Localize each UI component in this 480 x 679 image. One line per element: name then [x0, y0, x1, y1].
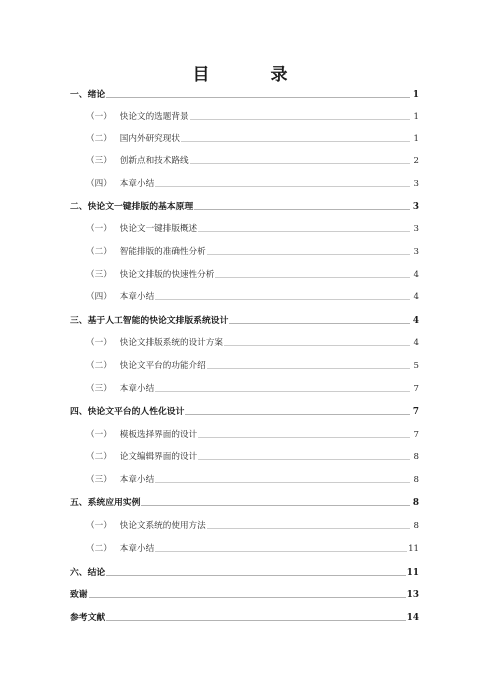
toc-entry-number: 六、: [70, 568, 88, 578]
toc-entry-number: 一、: [70, 90, 88, 100]
toc-entry-page: 8: [413, 475, 419, 485]
toc-entry-number: （二）: [86, 544, 112, 554]
toc-entry-number: （四）: [86, 179, 112, 189]
dot-leader: [89, 597, 406, 598]
toc-entry-number: （三）: [86, 384, 112, 394]
toc-entry-number: 四、: [70, 407, 88, 417]
toc-entry[interactable]: [70, 403, 419, 417]
dot-leader: [106, 97, 410, 98]
toc-entry-label: 快论文平台的功能介绍: [119, 361, 206, 371]
toc-entry[interactable]: [70, 334, 419, 348]
toc-entry-number: 五、: [70, 498, 88, 508]
toc-entry-page: 7: [413, 430, 419, 440]
toc-entry-label: 快论文系统的使用方法: [119, 521, 206, 531]
toc-entry-label: 绪论: [87, 90, 106, 100]
toc-entry-label: 快论文一键排版概述: [119, 224, 198, 234]
toc-entry-label: 创新点和技术路线: [119, 156, 189, 166]
toc-entry-page: 2: [413, 156, 419, 166]
toc-entry-label: 模板选择界面的设计: [119, 430, 198, 440]
dot-leader: [194, 209, 410, 210]
toc-entry-number: （一）: [86, 112, 112, 122]
toc-entry-label: 快论文一键排版的基本原理: [87, 202, 194, 212]
dot-leader: [215, 277, 410, 278]
dot-leader: [155, 551, 407, 552]
toc-entry[interactable]: [70, 108, 419, 122]
toc-entry-page: 11: [408, 544, 419, 554]
toc-entry-label: 结论: [87, 568, 106, 578]
toc-entry-label: 快论文平台的人性化设计: [87, 407, 185, 417]
toc-entry-label: 致谢: [70, 590, 88, 600]
toc-entry-number: （四）: [86, 292, 112, 302]
toc-entry-label: 本章小结: [119, 292, 155, 302]
dot-leader: [185, 414, 410, 415]
toc-entry-page: 11: [406, 568, 419, 578]
dot-leader: [198, 231, 410, 232]
toc-entry-label: 快论文排版的快速性分析: [119, 270, 215, 280]
toc-entry[interactable]: [70, 540, 419, 554]
dot-leader: [106, 620, 406, 621]
toc-entry-page: 1: [413, 134, 419, 144]
toc-entry-number: （二）: [86, 134, 112, 144]
dot-leader: [198, 459, 410, 460]
toc-entry[interactable]: [70, 266, 419, 280]
toc-entry[interactable]: [70, 220, 419, 234]
toc-entry[interactable]: [70, 288, 419, 302]
toc-entry[interactable]: [70, 448, 419, 462]
toc-entry-number: （二）: [86, 247, 112, 257]
toc-entry[interactable]: [70, 609, 419, 623]
dot-leader: [155, 482, 410, 483]
toc-entry-number: （一）: [86, 338, 112, 348]
toc-entry[interactable]: [70, 243, 419, 257]
dot-leader: [190, 119, 410, 120]
dot-leader: [207, 254, 410, 255]
toc-entry-number: （一）: [86, 521, 112, 531]
toc-entry[interactable]: [70, 130, 419, 144]
dot-leader: [155, 391, 410, 392]
dot-leader: [198, 437, 410, 438]
toc-entry-label: 系统应用实例: [87, 498, 141, 508]
toc-entry-page: 1: [413, 112, 419, 122]
toc-entry[interactable]: [70, 471, 419, 485]
toc-entry[interactable]: [70, 357, 419, 371]
toc-entry-label: 本章小结: [119, 475, 155, 485]
toc-entry-label: 快论文的选题背景: [119, 112, 189, 122]
toc-entry[interactable]: [70, 198, 419, 212]
toc-entry-page: 4: [412, 316, 419, 326]
toc-entry[interactable]: [70, 86, 419, 100]
toc-entry[interactable]: [70, 586, 419, 600]
toc-entry-number: （一）: [86, 430, 112, 440]
toc-entry-label: 智能排版的准确性分析: [119, 247, 206, 257]
toc-entry-page: 1: [412, 90, 419, 100]
toc-entry-page: 7: [413, 384, 419, 394]
toc-entry-label: 国内外研究现状: [119, 134, 180, 144]
toc-entry-page: 4: [413, 338, 419, 348]
toc-entry-label: 论文编辑界面的设计: [119, 452, 198, 462]
toc-entry-page: 4: [413, 292, 419, 302]
toc-entry-page: 5: [413, 361, 419, 371]
toc-entry[interactable]: [70, 494, 419, 508]
toc-entry-page: 8: [413, 521, 419, 531]
toc-entry-number: （一）: [86, 224, 112, 234]
toc-entry-page: 7: [412, 407, 419, 417]
dot-leader: [181, 141, 410, 142]
toc-entry-number: （二）: [86, 452, 112, 462]
dot-leader: [106, 575, 406, 576]
toc-entry-page: 14: [406, 613, 419, 623]
toc-entry[interactable]: [70, 380, 419, 394]
toc-entry-page: 8: [413, 452, 419, 462]
dot-leader: [155, 299, 410, 300]
toc-entry-page: 4: [413, 270, 419, 280]
dot-leader: [190, 163, 410, 164]
toc-entry-label: 本章小结: [119, 384, 155, 394]
toc-entry-label: 快论文排版系统的设计方案: [119, 338, 223, 348]
dot-leader: [224, 345, 410, 346]
toc-entry-number: 二、: [70, 202, 88, 212]
toc-entry-page: 8: [412, 498, 419, 508]
toc-title: 目 录: [192, 65, 310, 85]
toc-entry[interactable]: [70, 152, 419, 166]
toc-entry-page: 3: [413, 224, 419, 234]
toc-entry-label: 基于人工智能的快论文排版系统设计: [87, 316, 229, 326]
toc-entry-page: 13: [406, 590, 419, 600]
toc-entry-number: （三）: [86, 270, 112, 280]
toc-entry-number: （三）: [86, 475, 112, 485]
toc-entry-number: （二）: [86, 361, 112, 371]
toc-entry[interactable]: [70, 175, 419, 189]
dot-leader: [155, 186, 410, 187]
toc-entry-label: 参考文献: [70, 613, 106, 623]
toc-entry-label: 本章小结: [119, 544, 155, 554]
toc-entry-page: 3: [413, 247, 419, 257]
toc-entry[interactable]: [70, 517, 419, 531]
toc-entry-page: 3: [413, 179, 419, 189]
toc-entry[interactable]: [70, 564, 419, 578]
toc-entry[interactable]: [70, 426, 419, 440]
dot-leader: [141, 505, 410, 506]
dot-leader: [207, 528, 410, 529]
toc-entry-number: 三、: [70, 316, 88, 326]
dot-leader: [229, 323, 410, 324]
dot-leader: [207, 368, 410, 369]
toc-entry-page: 3: [412, 202, 419, 212]
toc-entry-label: 本章小结: [119, 179, 155, 189]
toc-entry-number: （三）: [86, 156, 112, 166]
toc-entry[interactable]: [70, 312, 419, 326]
